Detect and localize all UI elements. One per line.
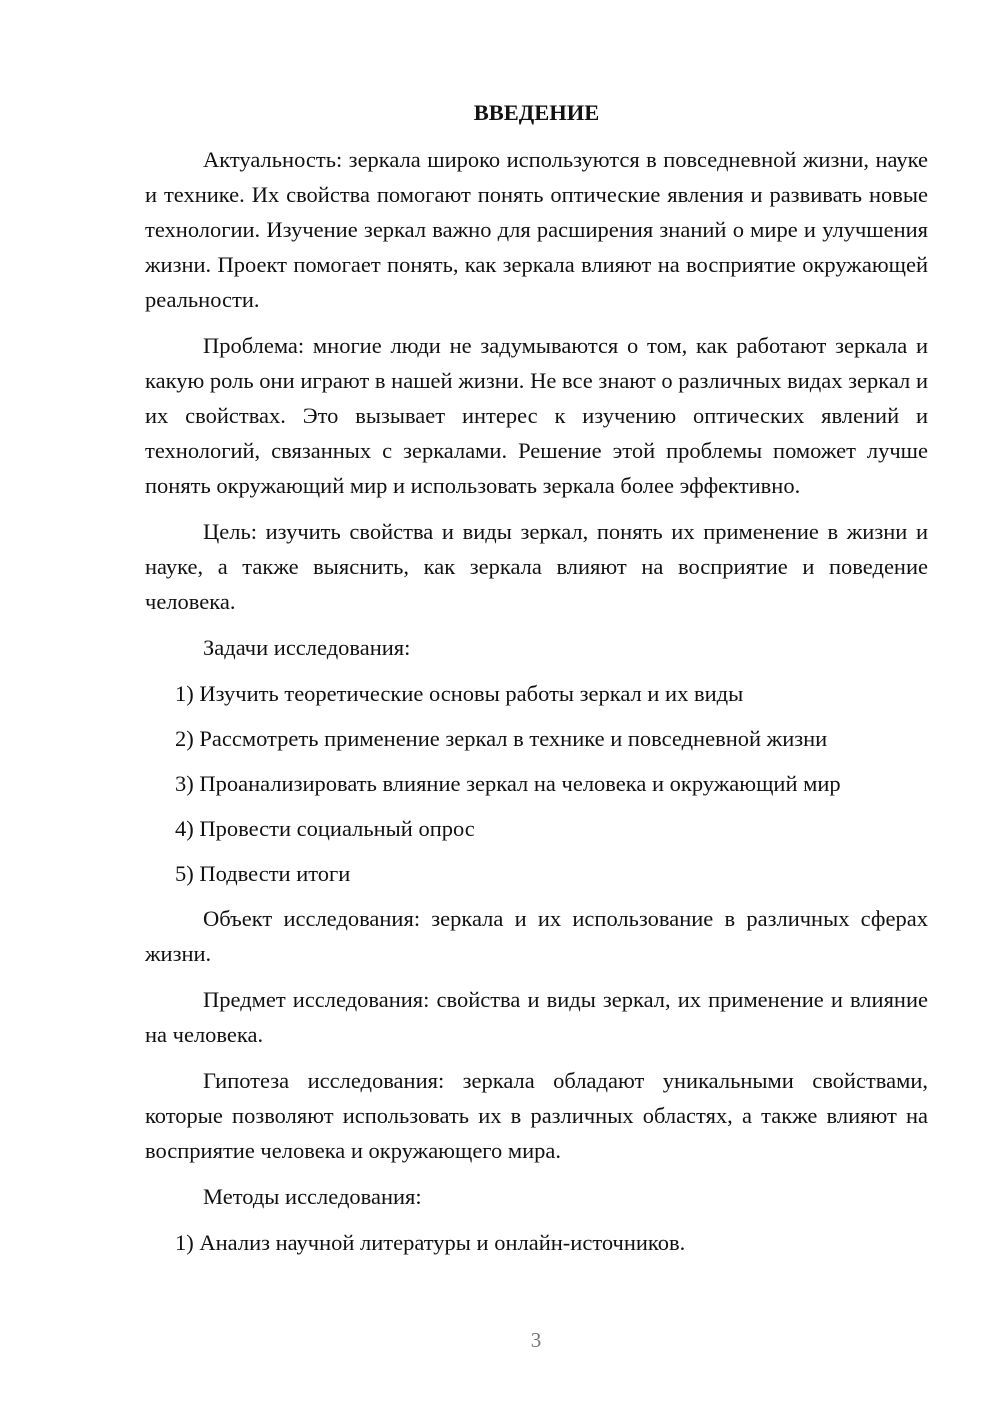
paragraph-object: Объект исследования: зеркала и их использование в различных сферах жизни. [145,906,928,966]
tasks-list [145,676,928,891]
list-item: 5) Подвести итоги [175,861,351,886]
list-item: 2) Рассмотреть применение зеркал в технике и повседневной жизни [175,726,828,751]
list-item: 1) Анализ научной литературы и онлайн-источников. [175,1230,686,1255]
tasks-heading: Задачи исследования: [203,635,411,660]
list-item: 1) Изучить теоретические основы работы зеркал и их виды [175,681,744,706]
list-item: 3) Проанализировать влияние зеркал на человека и окружающий мир [175,771,841,796]
paragraph-subject: Предмет исследования: свойства и виды зеркал, их применение и влияние на человека. [145,987,928,1047]
paragraph-goal: Цель: изучить свойства и виды зеркал, понять их применение в жизни и науке, а также выяснить, как зеркала влияют на восприятие и поведение человека. [145,519,928,614]
methods-heading: Методы исследования: [203,1184,422,1209]
paragraph-problem: Проблема: многие люди не задумываются о том, как работают зеркала и какую роль они играют в нашей жизни. Не все знают о различных видах зеркал и их свойствах. Это вызывает интерес к изучению оптических явлений и технологий, связанных с зеркалами. Решение этой проблемы поможет лучше понять окружающий мир и использовать зеркала более эффективно. [145,333,928,498]
paragraph-hypothesis: Гипотеза исследования: зеркала обладают уникальными свойствами, которые позволяют использовать их в различных областях, а также влияют на восприятие человека и окружающего мира. [145,1068,928,1163]
page-number: 3 [530,1328,542,1352]
document-body [145,95,928,1270]
page-title: ВВЕДЕНИЕ [473,100,600,125]
paragraph-relevance: Актуальность: зеркала широко используются в повседневной жизни, науке и технике. Их свойства помогают понять оптические явления и развивать новые технологии. Изучение зеркал важно для расширения знаний о мире и улучшения жизни. Проект помогает понять, как зеркала влияют на восприятие окружающей реальности. [145,147,928,312]
methods-list [145,1225,928,1260]
list-item: 4) Провести социальный опрос [175,816,475,841]
